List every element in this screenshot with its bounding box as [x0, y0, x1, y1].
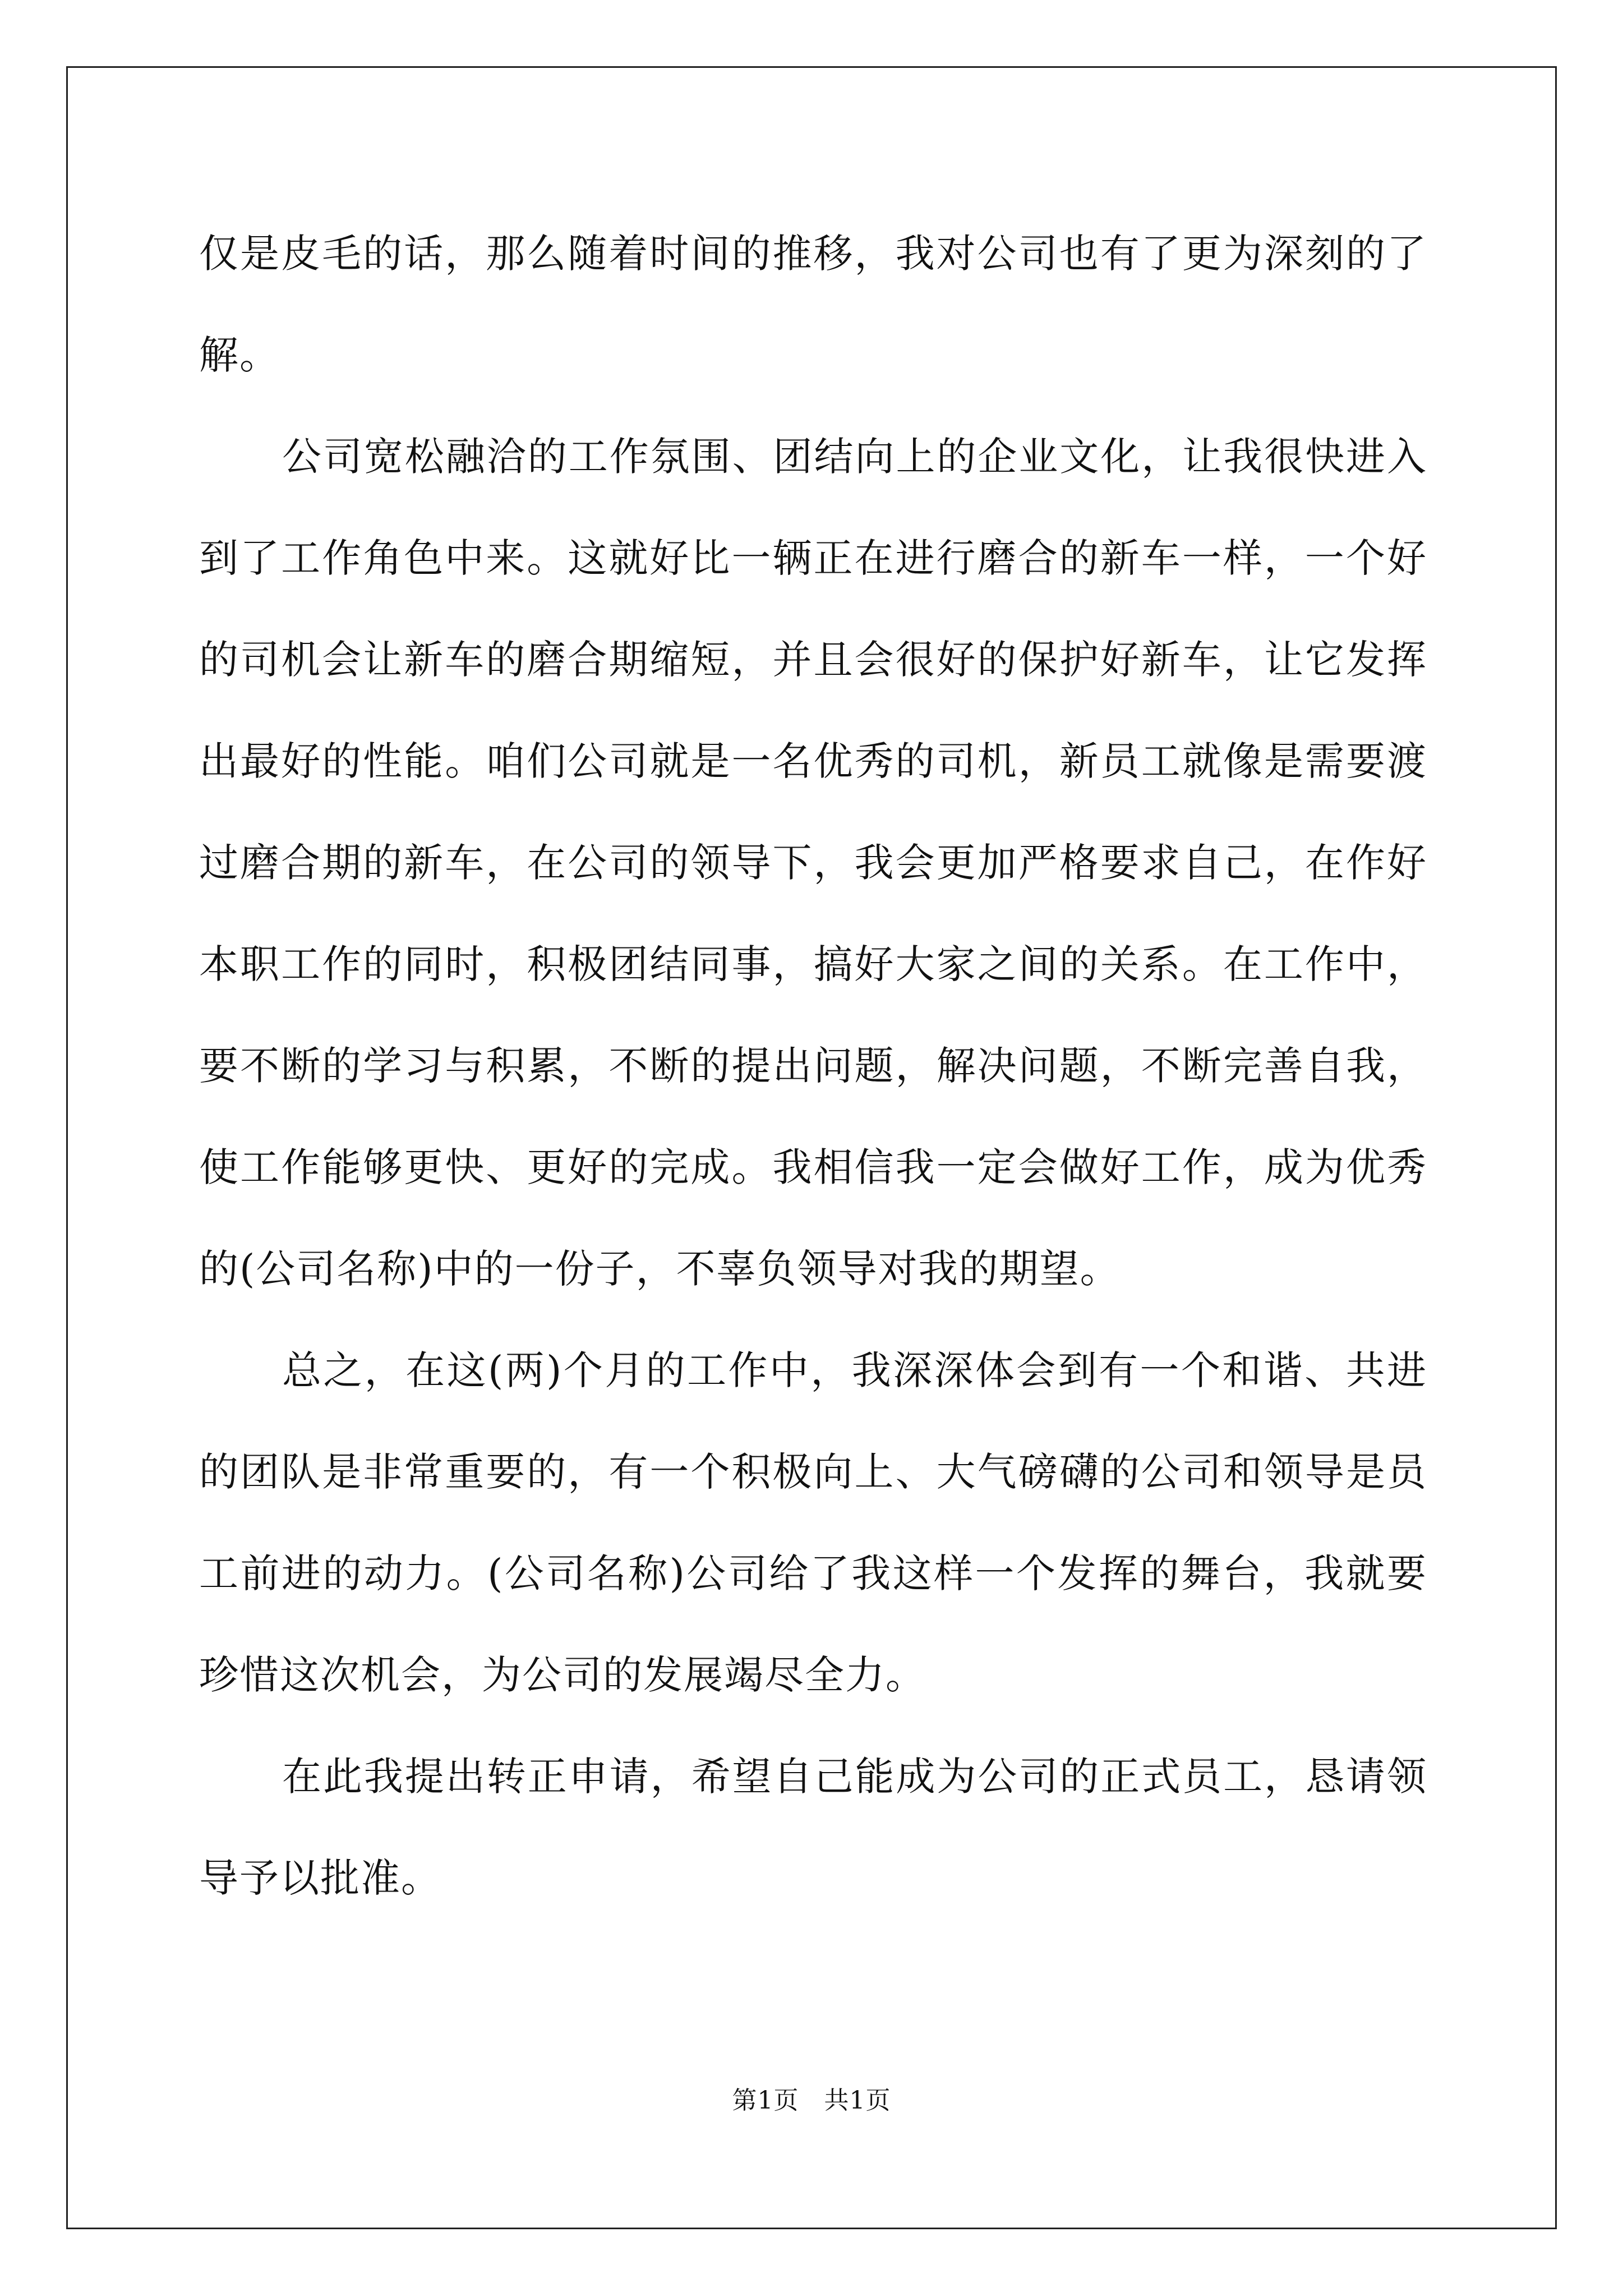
document-body: [199, 203, 1427, 1929]
paragraph-request: 在此我提出转正申请，希望自己能成为公司的正式员工，恳请领导予以批准。: [199, 1754, 1427, 1901]
page-number: 第1页 共1页: [732, 2086, 891, 2115]
paragraph-work-atmosphere: 公司宽松融洽的工作氛围、团结向上的企业文化，让我很快进入到了工作角色中来。这就好比一辆正在进行磨合的新车一样，一个好的司机会让新车的磨合期缩短，并且会很好的保护好新车，让它发挥出最好的性能。咱们公司就是一名优秀的司机，新员工就像是需要渡过磨合期的新车，在公司的领导下，我会更加严格要求自己，在作好本职工作的同时，积极团结同事，搞好大家之间的关系。在工作中，要不断的学习与积累，不断的提出问题，解决问题，不断完善自我，使工作能够更快、更好的完成。我相信我一定会做好工作，成为优秀的(公司名称)中的一份子，不辜负领导对我的期望。: [199, 434, 1427, 1292]
paragraph-summary: 总之，在这(两)个月的工作中，我深深体会到有一个和谐、共进的团队是非常重要的，有一个积极向上、大气磅礴的公司和领导是员工前进的动力。(公司名称)公司给了我这样一个发挥的舞台，我就要珍惜这次机会，为公司的发展竭尽全力。: [199, 1347, 1427, 1698]
paragraph-continuation: 仅是皮毛的话，那么随着时间的推移，我对公司也有了更为深刻的了解。: [199, 231, 1427, 378]
